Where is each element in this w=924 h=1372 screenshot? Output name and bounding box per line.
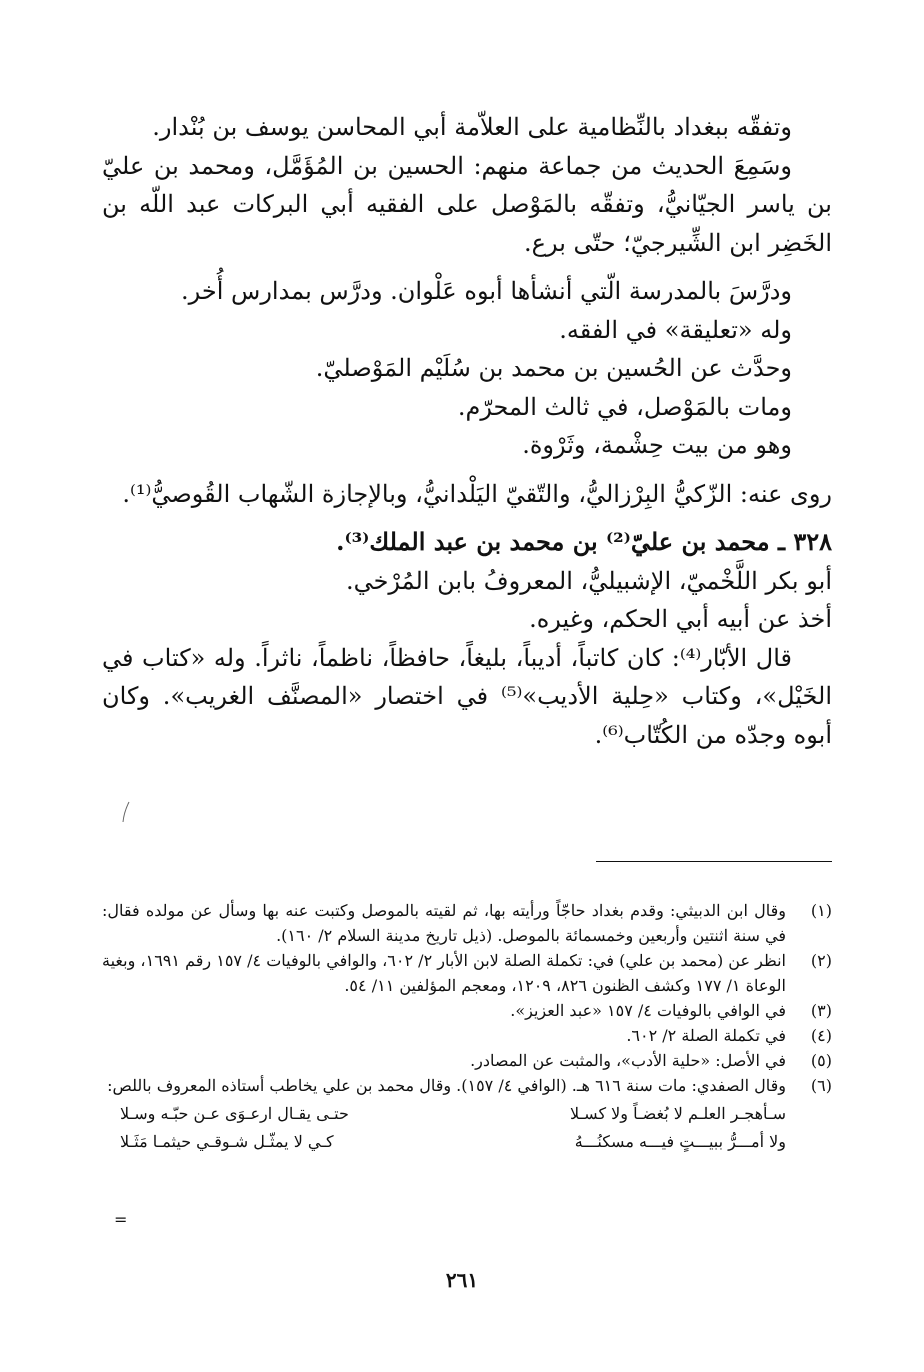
paragraph: ومات بالمَوْصل، في ثالث المحرّم. bbox=[457, 392, 792, 421]
verse-hemistich-right: سـأهجـر العلـم لا بُغضـاً ولا كسـلا bbox=[569, 1104, 786, 1123]
footnote bbox=[102, 948, 832, 998]
paragraph: وهو من بيت حِشْمة، وثَرْوة. bbox=[522, 431, 792, 459]
footnote-number: (٤) bbox=[810, 1026, 832, 1045]
footnote bbox=[102, 1023, 832, 1048]
footnote-text: وقال الصفدي: مات سنة ٦١٦ هـ. (الوافي ٤/ ١٥٧). وقال محمد بن علي يخاطب أستاذه المعروف باللص: bbox=[107, 1076, 786, 1095]
main-text bbox=[102, 108, 832, 754]
page-number: ٢٦١ bbox=[445, 1268, 479, 1292]
footnote bbox=[102, 998, 832, 1023]
verse-line bbox=[102, 1101, 832, 1126]
footnote bbox=[102, 898, 832, 948]
footnote-separator bbox=[596, 861, 832, 862]
continuation-mark: = bbox=[114, 1210, 128, 1229]
footnote-text: وقال ابن الدبيثي: وقدم بغداد حاجّاً ورأيته بها، ثم لقيته بالموصل وكتبت عنه بها وسأل عن مولده فقال: في سنة اثنتين وأربعين وخمسمائة بالموصل. (ذيل تاريخ مدينة السلام ٢/ ١٦٠). bbox=[102, 901, 786, 945]
verse-hemistich-left: كـي لا يمثّـل شـوقـي حيثمـا مَثَـلا bbox=[120, 1132, 334, 1151]
footnotes bbox=[102, 898, 832, 1154]
paragraph: وله «تعليقة» في الفقه. bbox=[559, 315, 792, 344]
footnote-number: (٢) bbox=[810, 951, 832, 970]
paragraph: قال الأبّار⁽⁴⁾: كان كاتباً، أديباً، بليغاً، حافظاً، ناظماً، ناثراً. وله «كتاب في الخَيْل»، وكتاب «حِلية الأديب»⁽⁵⁾ في اختصار «المصنَّف الغريب». وكان أبوه وجدّه من الكُتّاب⁽⁶⁾. bbox=[102, 643, 832, 749]
paragraph: أبو بكر اللَّخْميّ، الإشبيليُّ، المعروفُ بابن المُرْخي. bbox=[345, 566, 832, 595]
footnote-number: (٦) bbox=[810, 1076, 832, 1095]
footnote-text: في تكملة الصلة ٢/ ٦٠٢. bbox=[626, 1026, 786, 1045]
pencil-mark bbox=[120, 800, 132, 824]
paragraph: ودرَّسَ بالمدرسة الّتي أنشأها أبوه عَلْوان. ودرَّس بمدارس أُخر. bbox=[181, 277, 792, 305]
paragraph: وسَمِعَ الحديث من جماعة منهم: الحسين بن المُؤَمَّل، ومحمد بن عليّ بن ياسر الجيّانيُّ، وتفقّه بالمَوْصل على الفقيه أبي البركات عبد اللّه بن الخَضِر ابن الشِّيرجيّ؛ حتّى برع. bbox=[102, 151, 832, 257]
paragraph: وتفقّه ببغداد بالنِّظامية على العلاّمة أبي المحاسن يوسف بن بُنْدار. bbox=[152, 113, 792, 141]
entry-heading: ٣٢٨ ـ محمد بن عليّ⁽²⁾ بن محمد بن عبد الملك⁽³⁾. bbox=[336, 527, 832, 556]
verse-hemistich-left: حتـى يقـال ارعـوَى عـن حبّـه وسـلا bbox=[120, 1104, 349, 1123]
footnote-number: (١) bbox=[810, 901, 832, 920]
paragraph: أخذ عن أبيه أبي الحكم، وغيره. bbox=[529, 605, 832, 633]
verse-hemistich-right: ولا أمـــرُّ ببيـــتٍ فيـــه مسكنُـــهُ bbox=[574, 1132, 786, 1151]
footnote-text: في الوافي بالوفيات ٤/ ١٥٧ «عبد العزيز». bbox=[510, 1001, 786, 1020]
footnote bbox=[102, 1073, 832, 1098]
footnote-text: انظر عن (محمد بن علي) في: تكملة الصلة لابن الأبار ٢/ ٦٠٢، والوافي بالوفيات ٤/ ١٥٧ رقم ١٦٩١، وبغية الوعاة ١/ ١٧٧ وكشف الظنون ٨٢٦، ١٢٠٩، ومعجم المؤلفين ١١/ ٥٤. bbox=[102, 951, 786, 995]
footnote-number: (٣) bbox=[810, 1001, 832, 1020]
footnote-text: في الأصل: «حلية الأدب»، والمثبت عن المصادر. bbox=[470, 1051, 786, 1070]
footnote-number: (٥) bbox=[810, 1051, 832, 1070]
paragraph: وحدَّث عن الحُسين بن محمد بن سُلَيْم المَوْصليّ. bbox=[315, 354, 792, 382]
footnote bbox=[102, 1048, 832, 1073]
paragraph: روى عنه: الزّكيُّ البِرْزاليُّ، والتّقيّ اليَلْدانيُّ، وبالإجازة الشّهاب القُوصيُّ⁽¹⁾. bbox=[122, 479, 832, 508]
verse-line bbox=[102, 1129, 832, 1154]
